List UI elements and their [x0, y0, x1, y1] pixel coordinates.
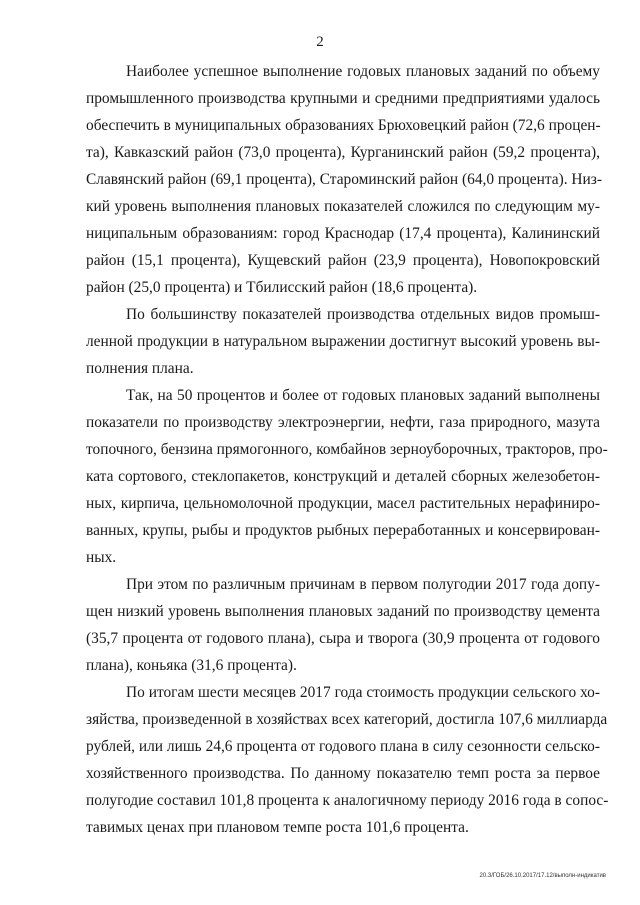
paragraph-line: зяйства, произведенной в хозяйствах всех категорий, достигла 107,6 миллиарда: [86, 711, 608, 728]
paragraph-line: При этом по различным причинам в первом полугодии 2017 года допу-: [126, 576, 600, 593]
paragraph-line: По большинству показателей производства отдельных видов промыш-: [126, 306, 600, 323]
paragraph-line: ниципальным образованиям: город Краснодар (17,4 процента), Калининский: [86, 225, 600, 242]
paragraph-line: плана), коньяка (31,6 процента).: [86, 657, 297, 674]
page-number: 2: [316, 34, 324, 50]
footer-file-reference: 20.3/ГОБ/26.10.2017/17.12/выполн-индикатив: [479, 873, 606, 879]
paragraph-line: обеспечить в муниципальных образованиях Брюховецкий район (72,6 процен-: [86, 117, 601, 134]
paragraph-line: Славянский район (69,1 процента), Староминский район (64,0 процента). Низ-: [86, 171, 602, 188]
paragraph-line: ката сортового, стеклопакетов, конструкций и деталей сборных железобетон-: [86, 468, 600, 485]
paragraph-line: кий уровень выполнения плановых показателей сложился по следующим му-: [86, 198, 600, 215]
paragraph-line: район (15,1 процента), Кущевский район (23,9 процента), Новопокровский: [86, 252, 600, 269]
paragraph-line: полугодие составил 101,8 процента к аналогичному периоду 2016 года в сопос-: [86, 792, 609, 809]
paragraph-line: ных.: [86, 549, 117, 566]
paragraph-line: тавимых ценах при плановом темпе роста 101,6 процента.: [86, 819, 469, 836]
paragraph-line: ленной продукции в натуральном выражении достигнут высокий уровень вы-: [86, 333, 600, 350]
paragraph-line: топочного, бензина прямогонного, комбайнов зерноуборочных, тракторов, про-: [86, 441, 608, 458]
paragraph-line: та), Кавказский район (73,0 процента), Курганинский район (59,2 процента),: [86, 144, 600, 161]
paragraph-line: район (25,0 процента) и Тбилисский район (18,6 процента).: [86, 279, 478, 296]
paragraph-line: Наиболее успешное выполнение годовых плановых заданий по объему: [126, 63, 600, 80]
paragraph-line: ных, кирпича, цельномолочной продукции, масел растительных нерафиниро-: [86, 495, 600, 512]
paragraph-line: По итогам шести месяцев 2017 года стоимость продукции сельского хо-: [126, 684, 600, 701]
paragraph-line: ванных, крупы, рыбы и продуктов рыбных переработанных и консервирован-: [86, 522, 600, 539]
paragraph-line: промышленного производства крупными и средними предприятиями удалось: [86, 90, 600, 107]
paragraph-line: рублей, или лишь 24,6 процента от годового плана в силу сезонности сельско-: [86, 738, 600, 755]
paragraph-line: полнения плана.: [86, 360, 194, 377]
paragraph-line: показатели по производству электроэнергии, нефти, газа природного, мазута: [86, 414, 600, 431]
paragraph-line: (35,7 процента от годового плана), сыра и творога (30,9 процента от годового: [86, 630, 600, 647]
paragraph-line: Так, на 50 процентов и более от годовых плановых заданий выполнены: [126, 387, 600, 404]
paragraph-line: щен низкий уровень выполнения плановых заданий по производству цемента: [86, 603, 600, 620]
paragraph-line: хозяйственного производства. По данному показателю темп роста за первое: [86, 765, 600, 782]
